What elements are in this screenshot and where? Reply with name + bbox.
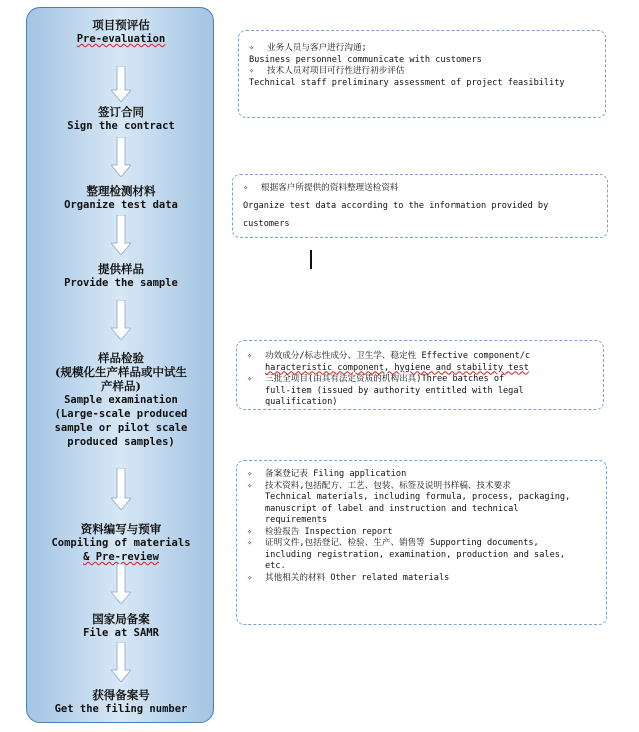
step-sample-examination xyxy=(27,351,215,449)
step-label-zh-3: 产样品) xyxy=(101,379,141,393)
diamond-bullet-icon: ✧ xyxy=(247,469,253,479)
note-pre-evaluation xyxy=(238,30,606,118)
note-compiling-materials xyxy=(236,460,607,625)
note-text: qualification) xyxy=(265,397,338,407)
step-label-en-3: sample or pilot scale xyxy=(54,422,188,434)
note-text: 其他相关的材料 Other related materials xyxy=(265,572,450,583)
down-arrow-icon xyxy=(111,468,131,510)
note-organize-test-data xyxy=(232,174,608,238)
note-text: Business personnel communicate with customers xyxy=(249,54,482,65)
step-label-zh: 整理检测材料 xyxy=(86,184,156,198)
down-arrow-icon xyxy=(111,215,131,255)
step-label-en: Sign the contract xyxy=(67,120,175,132)
note-sample-examination xyxy=(236,340,604,410)
down-arrow-icon xyxy=(111,564,131,604)
note-text: full-item (issued by authority entitled with legal xyxy=(265,385,524,396)
note-text: Organize test data according to the information provided by xyxy=(243,201,549,211)
note-text: 功效成分/标志性成分、卫生学、稳定性 Effective component/c xyxy=(265,351,531,361)
step-file-at-samr xyxy=(27,612,215,640)
down-arrow-icon xyxy=(111,66,131,102)
step-label-zh: 签订合同 xyxy=(98,105,144,119)
note-text: 业务人员与客户进行沟通; xyxy=(267,43,367,53)
note-line xyxy=(249,43,595,55)
step-organize-test-data xyxy=(27,184,215,212)
down-arrow-icon xyxy=(111,642,131,682)
step-label-en-1: Sample examination xyxy=(64,394,178,406)
diamond-bullet-icon: ✧ xyxy=(249,66,255,76)
note-text: 技术资料,包括配方、工艺、包装、标签及说明书样稿、技术要求 xyxy=(265,480,511,491)
note-line xyxy=(249,66,595,78)
note-text: 检验报告 Inspection report xyxy=(265,526,393,537)
text-cursor xyxy=(310,250,312,269)
note-line xyxy=(247,538,596,550)
step-label-zh-1: 样品检验 xyxy=(98,351,144,365)
note-text: 三批全项目(由具有法定资质的机构出具)Three batches of xyxy=(265,374,505,384)
diamond-bullet-icon: ✧ xyxy=(247,351,253,361)
note-line xyxy=(247,469,596,481)
note-text: customers xyxy=(243,219,290,229)
note-text: requirements xyxy=(265,515,328,525)
step-label-en-2: & Pre-review xyxy=(83,551,159,563)
note-line xyxy=(243,179,597,197)
down-arrow-icon xyxy=(111,137,131,177)
step-label-en: Provide the sample xyxy=(64,277,178,289)
note-text: 证明文件,包括登记、检验、生产、销售等 Supporting documents, xyxy=(265,538,539,548)
step-sign-contract xyxy=(27,105,215,133)
step-label-zh: 获得备案号 xyxy=(92,688,150,702)
step-label-zh: 资料编写与预审 xyxy=(80,522,162,536)
note-text: including registration, examination, production and sales, xyxy=(265,549,566,560)
note-text: manuscript of label and instruction and technical xyxy=(265,503,519,514)
note-line xyxy=(247,351,593,363)
note-line xyxy=(247,573,596,585)
step-compiling-materials xyxy=(27,522,215,564)
note-text: 根据客户所提供的资料整理送检资料 xyxy=(261,183,399,193)
diamond-bullet-icon: ✧ xyxy=(243,183,249,193)
note-text: etc. xyxy=(265,561,286,571)
down-arrow-icon xyxy=(111,300,131,340)
note-text: Technical staff preliminary assessment of project feasibility xyxy=(249,77,565,88)
note-line xyxy=(247,481,596,493)
step-get-filing-number xyxy=(27,688,215,716)
step-label-en: Pre-evaluation xyxy=(76,33,166,45)
note-line xyxy=(247,527,596,539)
diamond-bullet-icon: ✧ xyxy=(247,572,253,583)
process-flow-panel xyxy=(26,7,214,723)
diamond-bullet-icon: ✧ xyxy=(247,480,253,491)
step-label-en: File at SAMR xyxy=(83,627,159,639)
note-text: Technical materials, including formula, process, packaging, xyxy=(265,492,571,502)
step-label-zh-2: (规模化生产样品或中试生 xyxy=(55,365,187,379)
note-text: 技术人员对项目可行性进行初步评估 xyxy=(267,66,405,76)
diamond-bullet-icon: ✧ xyxy=(247,374,253,384)
step-label-en-1: Compiling of materials xyxy=(51,537,191,549)
note-line xyxy=(247,374,593,386)
step-label-zh: 项目预评估 xyxy=(92,18,150,32)
note-text: 备案登记表 Filing application xyxy=(265,469,407,479)
diamond-bullet-icon: ✧ xyxy=(249,43,255,53)
step-label-zh: 国家局备案 xyxy=(92,612,150,626)
step-label-en: Get the filing number xyxy=(54,703,188,715)
step-provide-sample xyxy=(27,262,215,290)
step-label-en-4: produced samples) xyxy=(67,436,175,448)
diamond-bullet-icon: ✧ xyxy=(247,526,253,537)
note-text: haracteristic component, hygiene and stability test xyxy=(265,362,529,373)
step-label-en: Organize test data xyxy=(64,199,178,211)
diamond-bullet-icon: ✧ xyxy=(247,538,253,548)
step-label-en-2: (Large-scale produced xyxy=(54,408,188,420)
step-label-zh: 提供样品 xyxy=(98,262,144,276)
step-pre-evaluation xyxy=(27,18,215,46)
